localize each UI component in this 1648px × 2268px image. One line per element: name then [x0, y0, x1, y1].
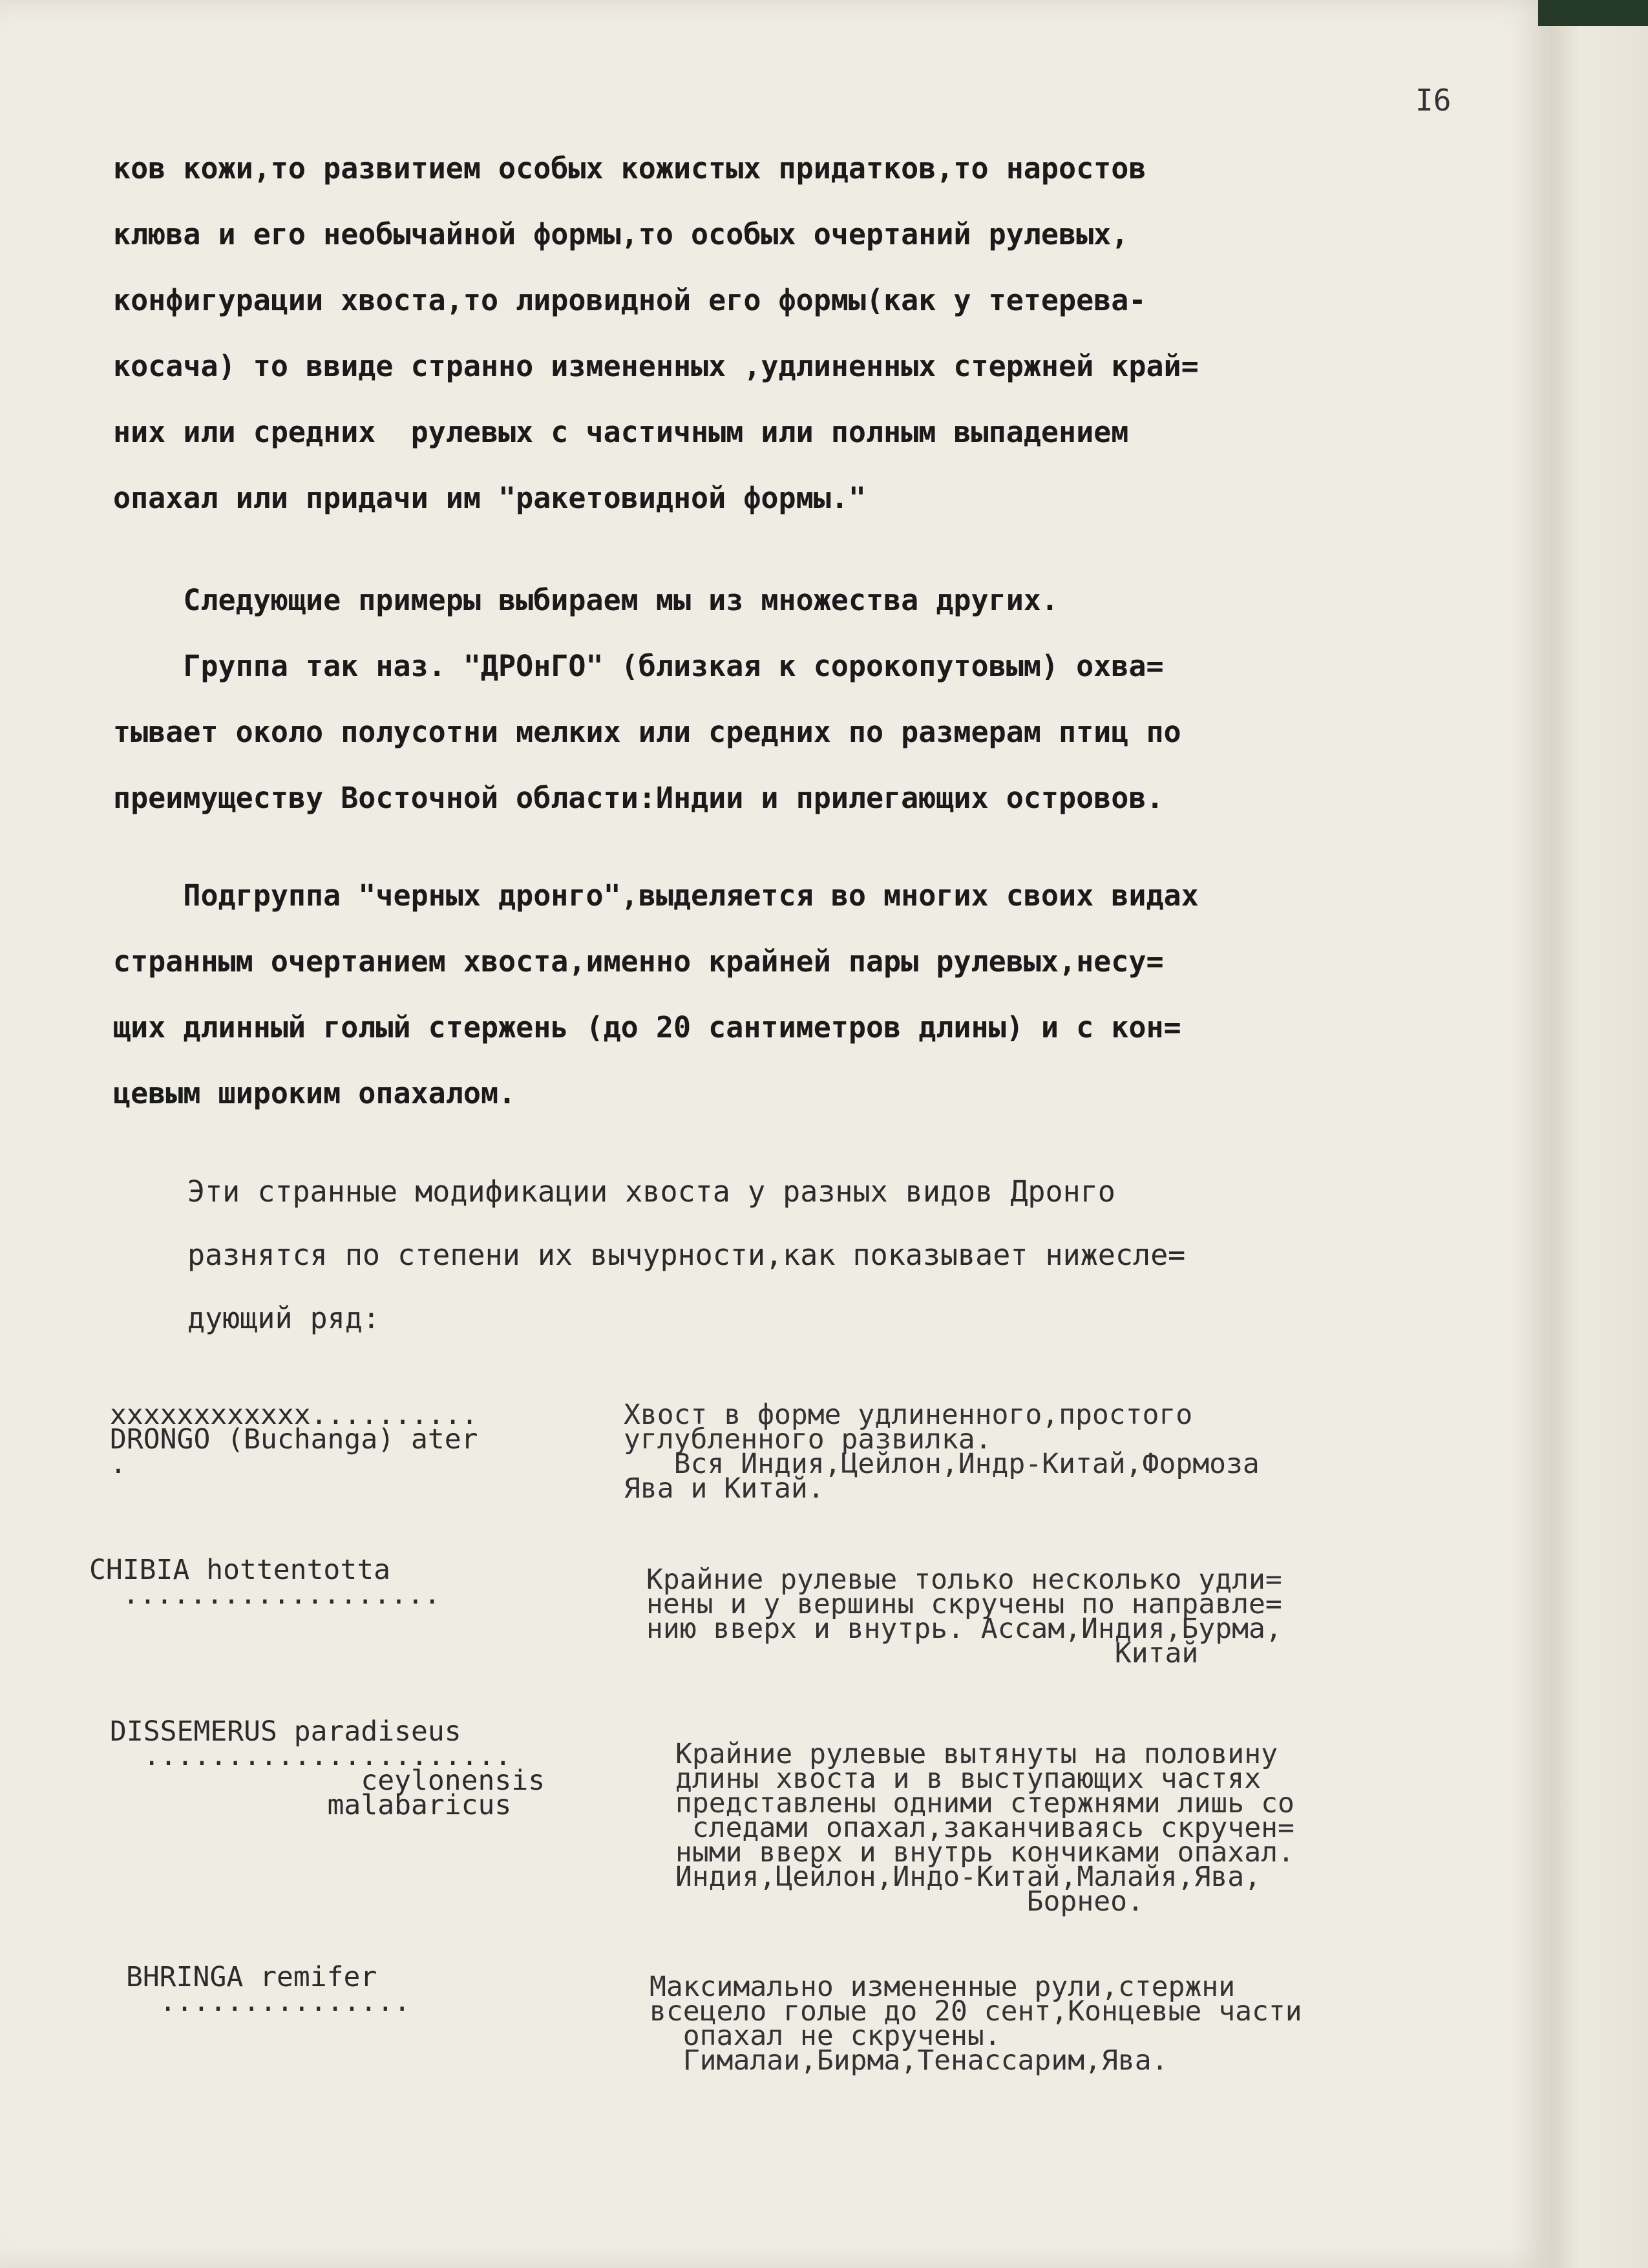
desc-line: Крайние рулевые только несколько удли= — [646, 1563, 1282, 1596]
species-2-desc — [646, 1563, 1282, 1669]
text-line: конфигурации хвоста,то лировидной его формы(как у тетерева- — [113, 283, 1146, 317]
desc-line: представлены одними стержнями лишь со — [675, 1787, 1294, 1819]
text-line: них или средних рулевых с частичным или полным выпадением — [113, 415, 1129, 449]
desc-line: углубленного развилка. — [624, 1423, 992, 1456]
species-name-line: ...................... — [110, 1740, 512, 1772]
text-line: преимуществу Восточной области:Индии и прилегающих островов. — [113, 781, 1164, 815]
text-line: косача) то ввиде странно измененных ,удлиненных стержней край= — [113, 349, 1199, 383]
text-line: цевым широким опахалом. — [113, 1076, 516, 1110]
text-line: разнятся по степени их вычурности,как показывает нижесле= — [187, 1238, 1186, 1272]
desc-line: Ява и Китай. — [624, 1472, 825, 1505]
desc-line: Китай — [646, 1637, 1199, 1669]
species-name-line: DRONGO (Buchanga) ater — [110, 1423, 478, 1456]
species-name-line: . — [110, 1448, 127, 1480]
species-name-line: DISSEMERUS paradiseus — [110, 1715, 461, 1748]
page-number: I6 — [1415, 83, 1452, 118]
species-3-desc — [675, 1738, 1294, 1918]
desc-line: Вся Индия,Цейлон,Индр-Китай,Формоза — [624, 1448, 1260, 1480]
species-name-line: BHRINGA remifer — [126, 1961, 377, 1993]
desc-line: Борнео. — [675, 1885, 1144, 1918]
desc-line: Максимально измененные рули,стержни — [650, 1971, 1236, 2003]
text-line: Подгруппа "черных дронго",выделяется во многих своих видах — [113, 878, 1199, 913]
species-1-name — [110, 1399, 478, 1480]
desc-line: нию вверх и внутрь. Ассам,Индия,Бурма, — [646, 1613, 1282, 1645]
text-line: щих длинный голый стержень (до 20 сантиметров длины) и с кон= — [113, 1010, 1181, 1044]
species-4-name — [126, 1961, 411, 2018]
page-edge — [1551, 0, 1648, 2268]
desc-line: нены и у вершины скручены по направле= — [646, 1588, 1282, 1620]
species-1-desc — [624, 1399, 1260, 1505]
species-name-line: ceylonensis — [110, 1765, 545, 1797]
desc-line: длины хвоста и в выступающих частях — [675, 1763, 1262, 1795]
text-line: клюва и его необычайной формы,то особых очертаний рулевых, — [113, 217, 1129, 251]
text-line: Группа так наз. "ДРОнГО" (близкая к сорокопутовым) охва= — [113, 649, 1164, 683]
paragraph-4 — [187, 1160, 1185, 1350]
text-line: ков кожи,то развитием особых кожистых придатков,то наростов — [113, 151, 1146, 185]
desc-line: ными вверх и внутрь кончиками опахал. — [675, 1836, 1294, 1869]
text-line: дующий ряд: — [187, 1301, 381, 1335]
text-line: Эти странные модификации хвоста у разных видов Дронго — [187, 1174, 1115, 1209]
desc-line: Индия,Цейлон,Индо-Китай,Малайя,Ява, — [675, 1861, 1262, 1893]
desc-line: Крайние рулевые вытянуты на половину — [675, 1738, 1278, 1770]
paragraph-2 — [113, 567, 1181, 831]
text-line: опахал или придачи им "ракетовидной формы." — [113, 481, 866, 515]
species-2-name — [89, 1554, 441, 1611]
desc-line: следами опахал,заканчиваясь скручен= — [675, 1812, 1294, 1844]
paragraph-1 — [113, 136, 1199, 531]
text-line: тывает около полусотни мелких или средних по размерам птиц по — [113, 715, 1181, 749]
text-line: Следующие примеры выбираем мы из множества других. — [113, 583, 1059, 617]
text-line: странным очертанием хвоста,именно крайней пары рулевых,несу= — [113, 944, 1164, 979]
desc-line: опахал не скручены. — [650, 2020, 1001, 2052]
paragraph-3 — [113, 863, 1199, 1127]
species-name-line: ............... — [126, 1986, 411, 2018]
species-name-line: malabaricus — [110, 1789, 512, 1821]
desc-line: всецело голые до 20 сент,Концевые части — [650, 1995, 1302, 2028]
species-3-name — [110, 1715, 545, 1821]
species-name-line: ................... — [89, 1578, 441, 1611]
background-corner — [1538, 0, 1648, 26]
species-4-desc — [650, 1971, 1302, 2077]
desc-line: Хвост в форме удлиненного,простого — [624, 1399, 1193, 1431]
desc-line: Гималаи,Бирма,Тенассарим,Ява. — [650, 2044, 1168, 2077]
species-name-line: CHIBIA hottentotta — [89, 1554, 390, 1586]
species-name-line: xxxxxxxxxxxx.......... — [110, 1399, 478, 1431]
